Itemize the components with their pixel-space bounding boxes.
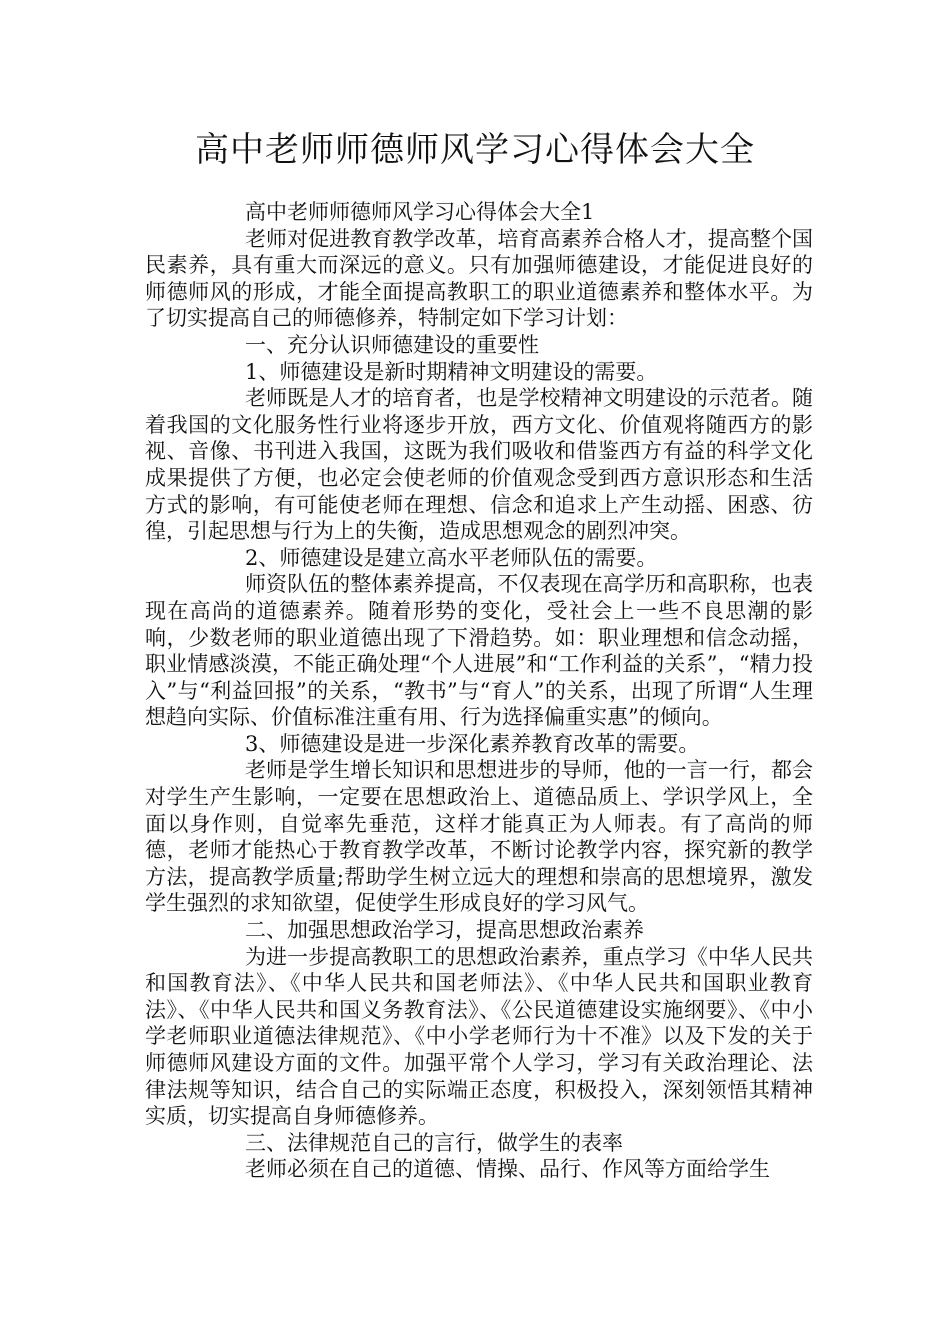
- section-heading: 三、法律规范自己的言行，做学生的表率: [245, 1130, 623, 1155]
- body-paragraph: 老师对促进教育教学改革，培育高素养合格人才，提高整个国民素养，具有重大而深远的意义。只有加强师德建设，才能促进良好的师德师风的形成，才能全面提高教职工的职业道德素养和整体水平。为了切实提高自己的师德修养，特制定如下学习计划：: [145, 226, 813, 331]
- body-paragraph: 老师既是人才的培育者，也是学校精神文明建设的示范者。随着我国的文化服务性行业将逐步开放，西方文化、价值观将随西方的影视、音像、书刊进入我国，这既为我们吸收和借鉴西方有益的科学文化成果提供了方便，也必定会使老师的价值观念受到西方意识形态和生活方式的影响，有可能使老师在理想、信念和追求上产生动摇、困惑、彷徨，引起思想与行为上的失衡，造成思想观念的剧烈冲突。: [145, 386, 813, 544]
- section-heading: 一、充分认识师德建设的重要性: [245, 332, 539, 357]
- subsection-heading: 2、师德建设是建立高水平老师队伍的需要。: [245, 545, 658, 570]
- body-paragraph: 老师必须在自己的道德、情操、品行、作风等方面给学生: [245, 1157, 770, 1182]
- subsection-heading: 3、师德建设是进一步深化素养教育改革的需要。: [245, 731, 700, 756]
- body-paragraph: 师资队伍的整体素养提高，不仅表现在高学历和高职称，也表现在高尚的道德素养。随着形势的变化，受社会上一些不良思潮的影响，少数老师的职业道德出现了下滑趋势。如：职业理想和信念动摇，职业情感淡漠，不能正确处理“个人进展”和“工作利益的关系”，“精力投入”与“利益回报”的关系，“教书”与“育人”的关系，出现了所谓“人生理想趋向实际、价值标准注重有用、行为选择偏重实惠”的倾向。: [145, 572, 813, 730]
- document-body: [145, 199, 813, 1183]
- section-heading: 二、加强思想政治学习，提高思想政治素养: [245, 918, 644, 943]
- body-paragraph: 老师是学生增长知识和思想进步的导师，他的一言一行，都会对学生产生影响，一定要在思想政治上、道德品质上、学识学风上，全面以身作则，自觉率先垂范，这样才能真正为人师表。有了高尚的师德，老师才能热心于教育教学改革，不断讨论教学内容，探究新的教学方法，提高教学质量;帮助学生树立远大的理想和崇高的思想境界，激发学生强烈的求知欲望，促使学生形成良好的学习风气。: [145, 758, 813, 916]
- subtitle-paragraph: 高中老师师德师风学习心得体会大全1: [245, 200, 595, 224]
- subsection-heading: 1、师德建设是新时期精神文明建设的需要。: [245, 359, 658, 384]
- document-title: 高中老师师德师风学习心得体会大全: [195, 130, 755, 170]
- body-paragraph: 为进一步提高教职工的思想政治素养，重点学习《中华人民共和国教育法》、《中华人民共和国老师法》、《中华人民共和国职业教育法》、《中华人民共和国义务教育法》、《公民道德建设实施纲要》、《中小学老师职业道德法律规范》、《中小学老师行为十不准》以及下发的关于师德师风建设方面的文件。加强平常个人学习，学习有关政治理论、法律法规等知识，结合自己的实际端正态度，积极投入，深刻领悟其精神实质，切实提高自身师德修养。: [145, 944, 813, 1129]
